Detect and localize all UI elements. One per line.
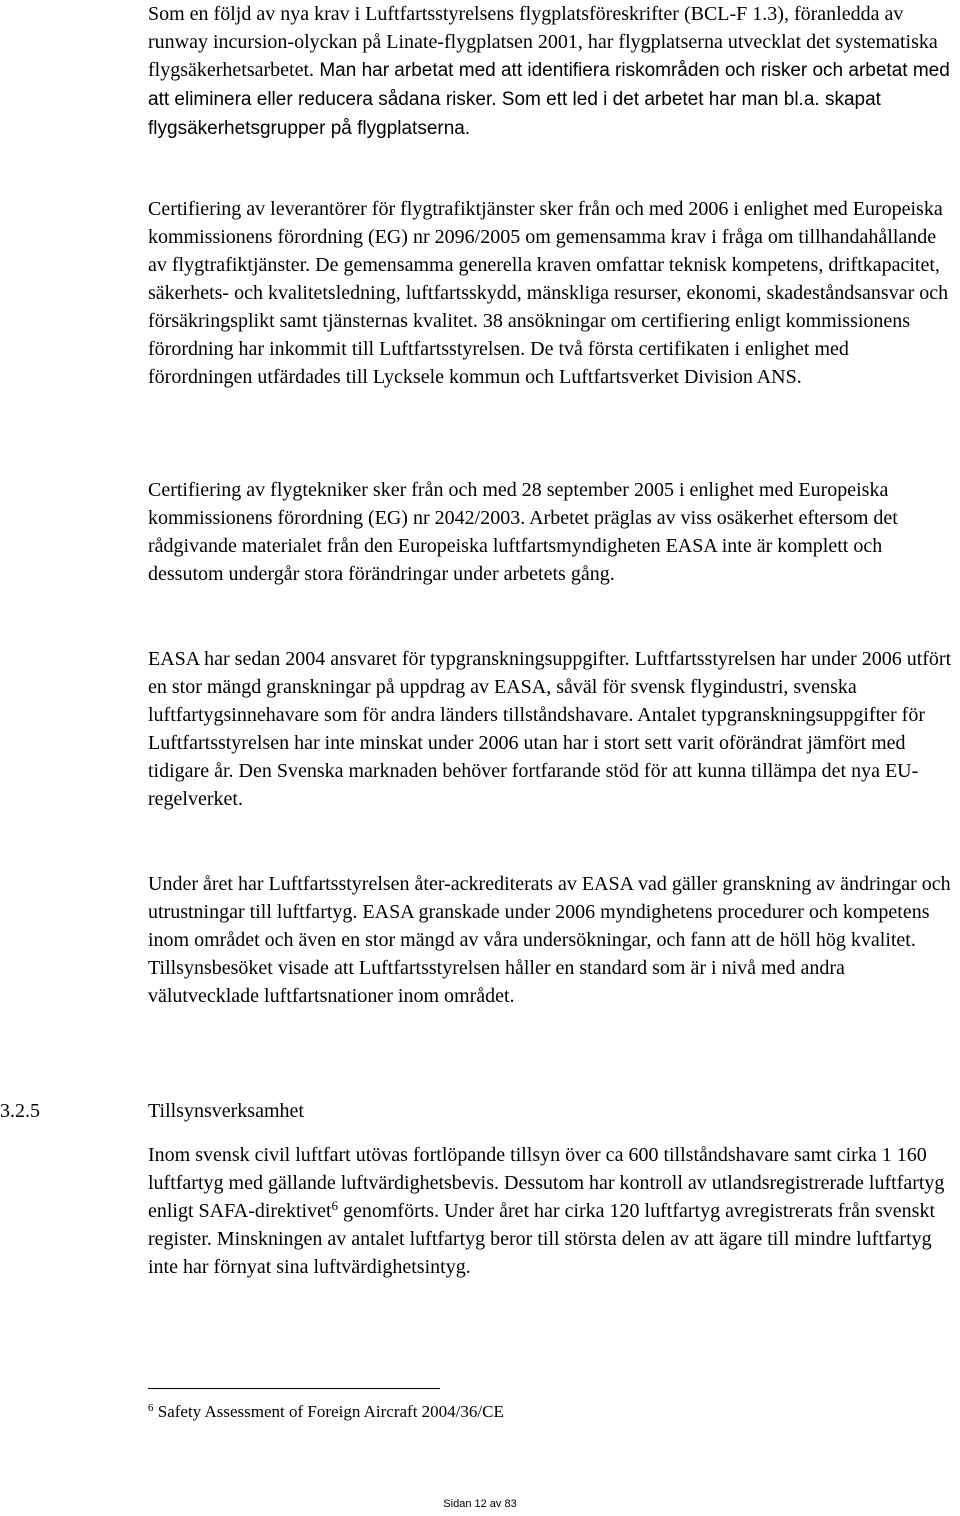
- footnote-separator: [148, 1388, 440, 1389]
- section-number: 3.2.5: [0, 1100, 40, 1122]
- footnote-text: Safety Assessment of Foreign Aircraft 2004/36/CE: [153, 1402, 504, 1421]
- paragraph-ackreditering: Under året har Luftfartsstyrelsen åter-ackrediterats av EASA vad gäller granskning av ändringar och utrustningar till luftfartyg. EASA granskade under 2006 myndighetens procedurer och kompetens inom området och även en stor mängd av våra undersökningar, och fann att de höll hög kvalitet. Tillsynsbesöket visade att Luftfartsstyrelsen håller en standard som är i nivå med andra välutvecklade luftfartsnationer inom området.: [148, 873, 951, 1007]
- paragraph-certifiering-leverantorer: Certifiering av leverantörer för flygtrafiktjänster sker från och med 2006 i enlighet med Europeiska kommissionens förordning (EG) nr 2096/2005 om gemensamma krav i fråga om tillhandahållande av flygtrafiktjänster. De gemensamma generella kraven omfattar teknisk kompetens, driftkapacitet, säkerhets- och kvalitetsledning, luftfartsskydd, mänskliga resurser, ekonomi, skadeståndsansvar och försäkringsplikt samt tjänsternas kvalitet. 38 ansökningar om certifiering enligt kommissionens förordning har inkommit till Luftfartsstyrelsen. De två första certifikaten i enlighet med förordningen utfärdades till Lycksele kommun och Luftfartsverket Division ANS.: [148, 198, 949, 388]
- paragraph-sentence: Man har arbetat med att identifiera riskområden och risker och arbetat med att eliminera eller reducera sådana risker. Som ett led i det arbetet har man bl.a. skapat flygsäkerhetsgrupper på flygplatserna.: [148, 60, 950, 139]
- paragraph-flygplats-krav: [148, 0, 954, 143]
- paragraph-text: Inom svensk civil luftfart utövas fortlöpande tillsyn över ca 600 tillståndshavare samt cirka 1 160 luftfartyg med gällande luftvärdighetsbevis. Dessutom har kontroll av utlandsregistrerade luftfartyg enligt SAFA-direktivet: [148, 1144, 945, 1222]
- footnote: [148, 1400, 504, 1424]
- paragraph-certifiering-flygtekniker: Certifiering av flygtekniker sker från och med 28 september 2005 i enlighet med Europeiska kommissionens förordning (EG) nr 2042/2003. Arbetet präglas av viss osäkerhet eftersom det rådgivande materialet från den Europeiska luftfartsmyndigheten EASA inte är komplett och dessutom undergår stora förändringar under arbetets gång.: [148, 479, 898, 585]
- paragraph-sentence: Som en följd av nya krav i Luftfartsstyrelsens flygplatsföreskrifter (BCL-F 1.3), föranledda av runway incursion-olyckan på Linate-flygplatsen 2001, har flygplatserna utvecklat det systematiska flygsäkerhetsarbetet.: [148, 3, 938, 81]
- paragraph-easa-typgranskning: EASA har sedan 2004 ansvaret för typgranskningsuppgifter. Luftfartsstyrelsen har under 2006 utfört en stor mängd granskningar på uppdrag av EASA, såväl för svensk flygindustri, svenska luftfartygsinnehavare som för andra länders tillståndshavare. Antalet typgranskningsuppgifter för Luftfartsstyrelsen har inte minskat under 2006 utan har i stort sett varit oförändrat jämfört med tidigare år. Den Svenska marknaden behöver fortfarande stöd för att kunna tillämpa det nya EU-regelverket.: [148, 648, 952, 810]
- section-title: Tillsynsverksamhet: [148, 1100, 304, 1122]
- page-number: Sidan 12 av 83: [443, 1498, 517, 1510]
- paragraph-text: genomförts. Under året har cirka 120 luftfartyg avregistrerats från svenskt register. Minskningen av antalet luftfartyg beror till största delen av att ägare till mindre luftfartyg inte har förnyat sina luftvärdighetsintyg.: [148, 1200, 936, 1278]
- paragraph-tillsyn: [148, 1141, 954, 1281]
- footnote-number: 6: [148, 1402, 154, 1414]
- footnote-reference[interactable]: 6: [331, 1198, 338, 1213]
